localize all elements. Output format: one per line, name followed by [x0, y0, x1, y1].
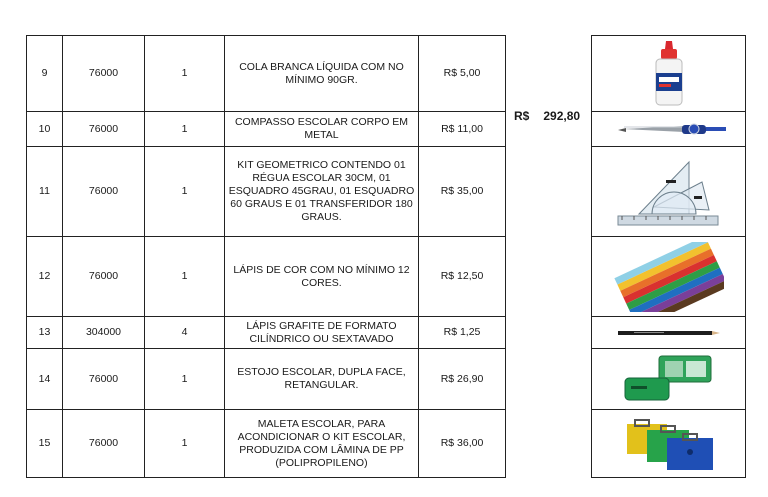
- product-image-cell: [592, 36, 746, 112]
- product-image-cell: [592, 147, 746, 237]
- table-row: [27, 349, 506, 410]
- item-code: 76000: [63, 237, 145, 317]
- item-description: LÁPIS GRAFITE DE FORMATO CILÍNDRICO OU SEXTAVADO: [225, 317, 419, 349]
- item-description: COMPASSO ESCOLAR CORPO EM METAL: [225, 112, 419, 147]
- item-code: 76000: [63, 349, 145, 410]
- item-price: R$ 26,90: [419, 349, 506, 410]
- product-image-cell: [592, 317, 746, 349]
- total-value: 292,80: [543, 109, 581, 123]
- item-description: COLA BRANCA LÍQUIDA COM NO MÍNIMO 90GR.: [225, 36, 419, 112]
- item-code: 76000: [63, 112, 145, 147]
- item-quantity: 1: [145, 410, 225, 478]
- product-image-cell: [592, 237, 746, 317]
- product-images-table: [591, 35, 746, 478]
- item-quantity: 1: [145, 349, 225, 410]
- item-number: 15: [27, 410, 63, 478]
- product-image-cell: [592, 112, 746, 147]
- item-quantity: 1: [145, 36, 225, 112]
- item-quantity: 1: [145, 147, 225, 237]
- table-row: [27, 237, 506, 317]
- item-code: 76000: [63, 410, 145, 478]
- item-number: 11: [27, 147, 63, 237]
- item-price: R$ 5,00: [419, 36, 506, 112]
- geometry-kit-icon: [614, 152, 724, 232]
- item-description: MALETA ESCOLAR, PARA ACONDICIONAR O KIT ESCOLAR, PRODUZIDA COM LÂMINA DE PP (POLIPROPILENO): [225, 410, 419, 478]
- graphite-pencil-icon: [614, 327, 724, 339]
- item-description: KIT GEOMETRICO CONTENDO 01 RÉGUA ESCOLAR 30CM, 01 ESQUADRO 45GRAU, 01 ESQUADRO 60 GRAUS E 01 TRANSFERIDOR 180 GRAUS.: [225, 147, 419, 237]
- item-quantity: 1: [145, 237, 225, 317]
- item-number: 13: [27, 317, 63, 349]
- compass-icon: [604, 117, 734, 141]
- item-price: R$ 11,00: [419, 112, 506, 147]
- item-price: R$ 36,00: [419, 410, 506, 478]
- colored-pencils-icon: [614, 242, 724, 312]
- table-row: [27, 317, 506, 349]
- item-number: 10: [27, 112, 63, 147]
- pencil-case-icon: [619, 352, 719, 406]
- item-quantity: 1: [145, 112, 225, 147]
- product-image-cell: [592, 349, 746, 410]
- table-row: [27, 36, 506, 112]
- item-code: 304000: [63, 317, 145, 349]
- item-number: 14: [27, 349, 63, 410]
- table-row: [27, 147, 506, 237]
- item-code: 76000: [63, 36, 145, 112]
- item-code: 76000: [63, 147, 145, 237]
- item-price: R$ 12,50: [419, 237, 506, 317]
- table-row: [27, 112, 506, 147]
- item-number: 12: [27, 237, 63, 317]
- total-currency: R$: [514, 109, 530, 123]
- item-price: R$ 35,00: [419, 147, 506, 237]
- items-table: [26, 35, 506, 478]
- item-number: 9: [27, 36, 63, 112]
- product-image-cell: [592, 410, 746, 478]
- table-row: [27, 410, 506, 478]
- item-quantity: 4: [145, 317, 225, 349]
- item-price: R$ 1,25: [419, 317, 506, 349]
- glue-bottle-icon: [644, 39, 694, 109]
- item-description: LÁPIS DE COR COM NO MÍNIMO 12 CORES.: [225, 237, 419, 317]
- item-description: ESTOJO ESCOLAR, DUPLA FACE, RETANGULAR.: [225, 349, 419, 410]
- school-cases-icon: [619, 416, 719, 472]
- total-amount: [514, 109, 580, 123]
